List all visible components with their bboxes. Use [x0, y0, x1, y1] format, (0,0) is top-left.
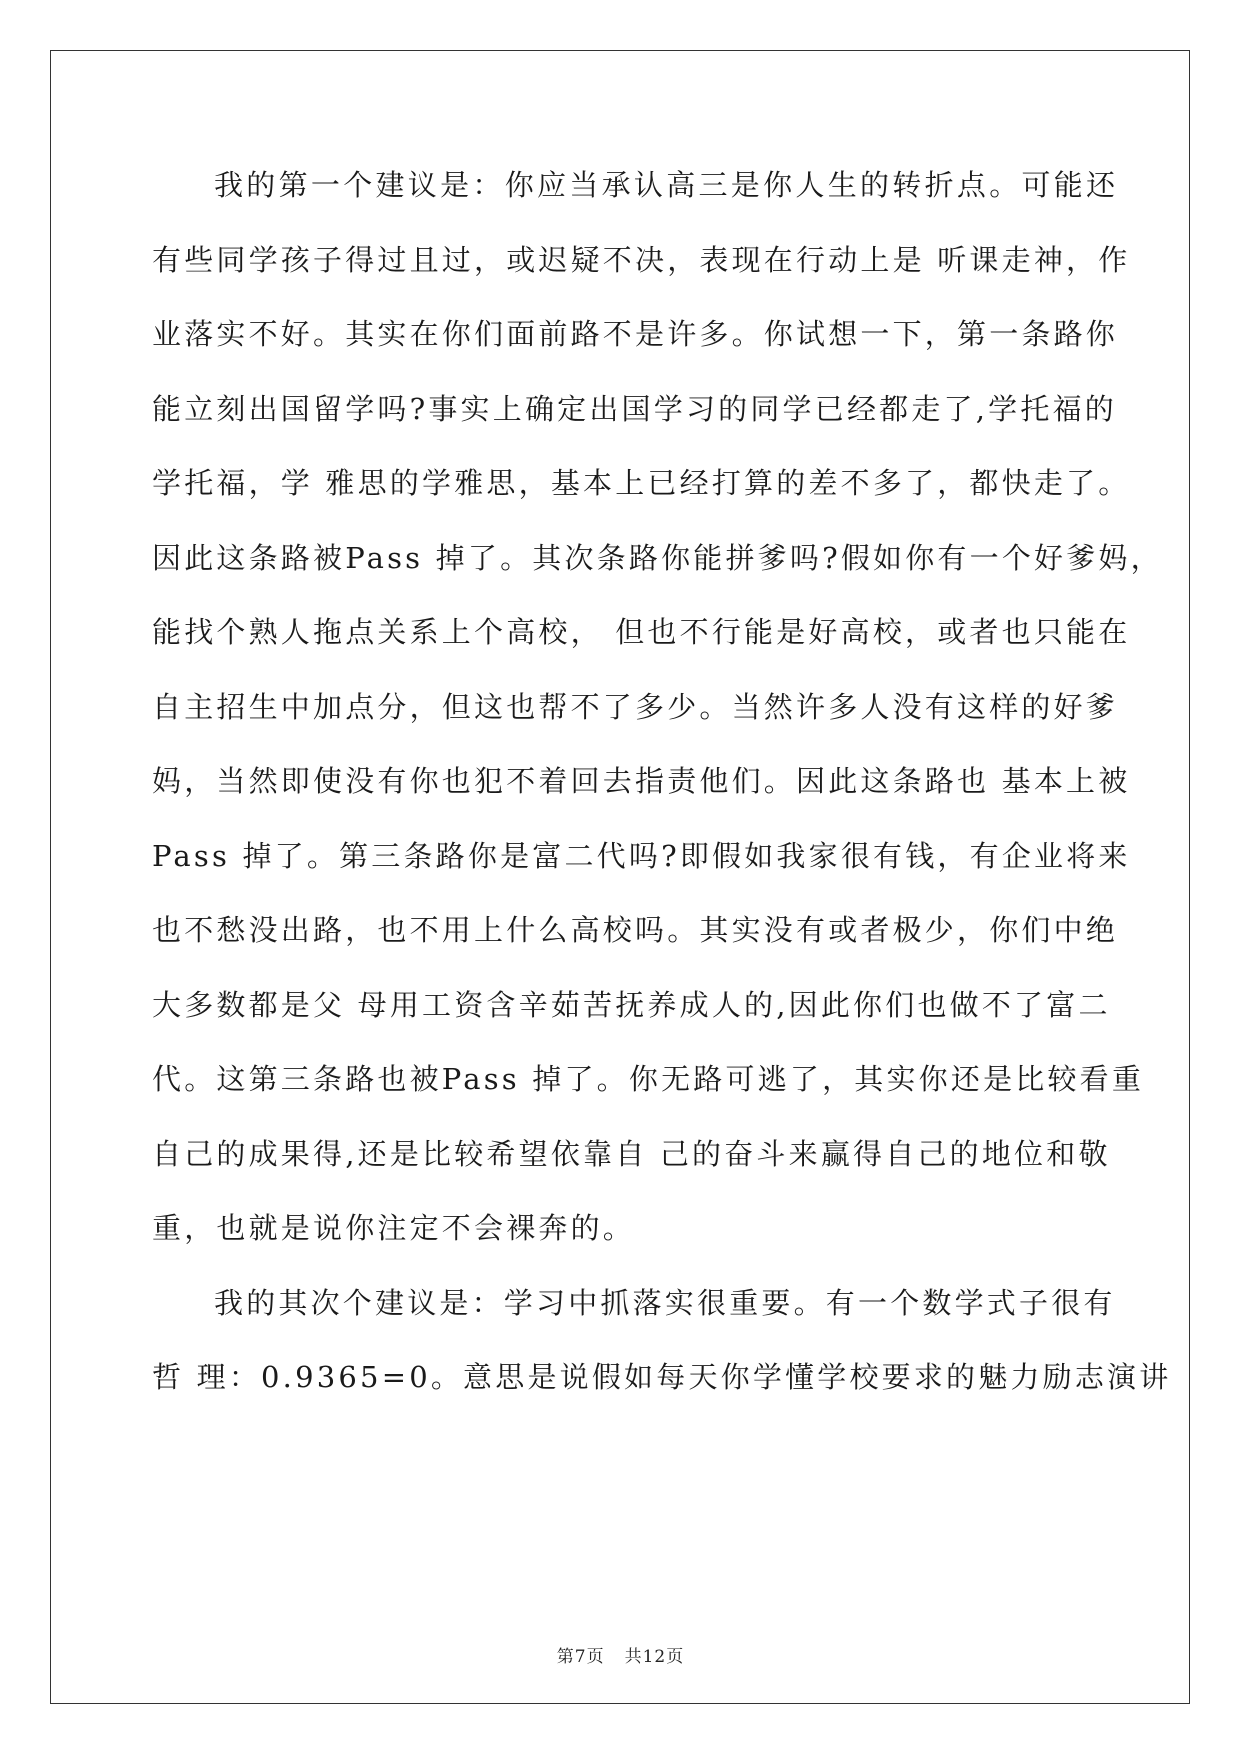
text-line: Pass 掉了。第三条路你是富二代吗?即假如我家很有钱，有企业将来 — [152, 838, 1131, 873]
page-total: 共12页 — [624, 1647, 685, 1667]
text-line: 因此这条路被Pass 掉了。其次条路你能拼爹吗?假如你有一个好爹妈， — [152, 540, 1163, 575]
page-number: 第7页 — [556, 1647, 605, 1667]
text-line: 我的第一个建议是：你应当承认高三是你人生的转折点。可能还 — [214, 168, 1119, 202]
text-line: 大多数都是父 母用工资含辛茹苦抚养成人的,因此你们也做不了富二 — [152, 987, 1111, 1022]
text-line: 也不愁没出路，也不用上什么高校吗。其实没有或者极少，你们中绝 — [152, 913, 1119, 947]
text-line: 自主招生中加点分，但这也帮不了多少。当然许多人没有这样的好爹 — [152, 689, 1119, 724]
body-text — [152, 165, 1172, 1432]
text-line: 能立刻出国留学吗?事实上确定出国学习的同学已经都走了,学托福的 — [152, 391, 1117, 426]
text-line: 我的其次个建议是：学习中抓落实很重要。有一个数学式子很有 — [214, 1285, 1116, 1320]
text-line: 业落实不好。其实在你们面前路不是许多。你试想一下，第一条路你 — [152, 317, 1119, 351]
text-line: 重，也就是说你注定不会裸奔的。 — [152, 1211, 636, 1245]
text-line: 妈，当然即使没有你也犯不着回去指责他们。因此这条路也 基本上被 — [152, 764, 1131, 798]
text-line: 代。这第三条路也被Pass 掉了。你无路可逃了，其实你还是比较看重 — [152, 1062, 1145, 1096]
text-line: 能找个熟人拖点关系上个高校， 但也不行能是好高校，或者也只能在 — [152, 615, 1131, 649]
text-line: 哲 理：0.9365=0。意思是说假如每天你学懂学校要求的魅力励志演讲 — [152, 1360, 1172, 1394]
text-line: 有些同学孩子得过且过，或迟疑不决，表现在行动上是 听课走神，作 — [152, 242, 1131, 277]
text-line: 学托福，学 雅思的学雅思，基本上已经打算的差不多了，都快走了。 — [152, 466, 1131, 500]
page-footer — [0, 1642, 1241, 1667]
text-line: 自己的成果得,还是比较希望依靠自 己的奋斗来赢得自己的地位和敬 — [152, 1136, 1111, 1171]
